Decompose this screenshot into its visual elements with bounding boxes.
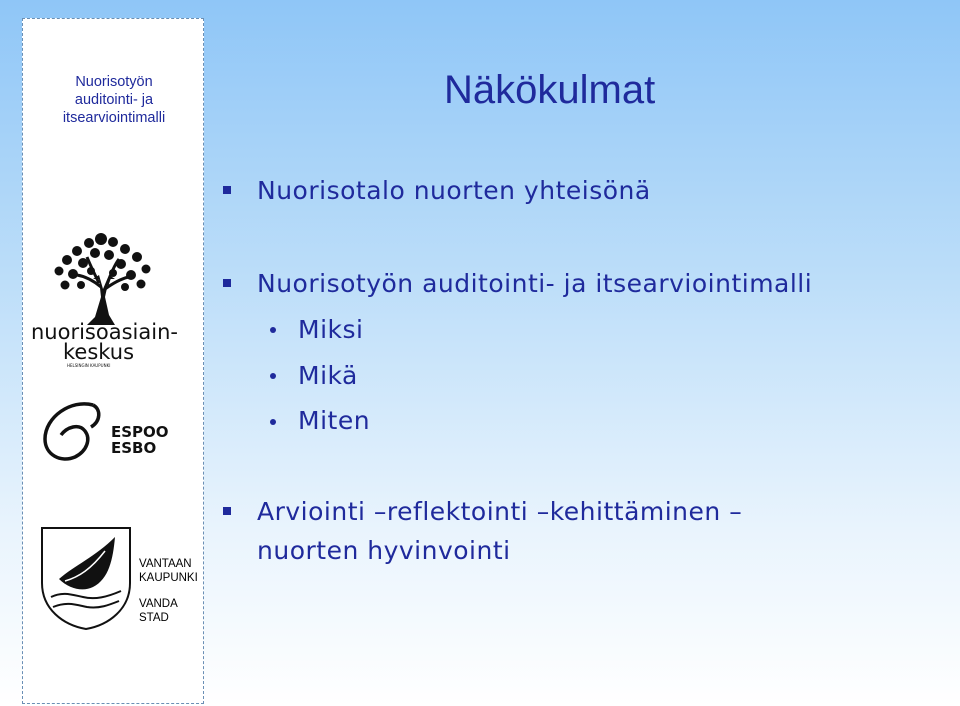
espoo-e-icon <box>41 399 181 465</box>
sub-bullet-text: Miten <box>298 406 371 435</box>
sidebar-panel <box>22 18 204 704</box>
espoo-logo <box>41 399 181 465</box>
logo-text: nuorisoasiain- <box>31 320 178 344</box>
bullet-text-continued: nuorten hyvinvointi <box>257 536 511 565</box>
vantaa-shield-icon <box>39 525 133 631</box>
kaupunki-text: KAUPUNKI <box>139 572 198 584</box>
espoo-text: ESPOO <box>111 423 169 441</box>
esbo-text: ESBO <box>111 439 157 457</box>
logo-text: keskus <box>63 340 135 364</box>
stad-text: STAD <box>139 612 169 624</box>
slide-title: Näkökulmat <box>444 68 656 112</box>
sidebar-title-line: Nuorisotyön <box>75 74 153 90</box>
square-bullet-icon <box>223 186 231 194</box>
vantaa-logo <box>39 525 205 635</box>
bullet-text: Arviointi –reflektointi –kehittäminen – <box>257 497 743 526</box>
dot-bullet-icon <box>270 373 276 379</box>
sidebar-title-line: itsearviointimalli <box>62 110 166 126</box>
sidebar-title-line: auditointi- ja <box>74 92 154 108</box>
logo-small-text: HELSINGIN KAUPUNKI <box>67 363 111 367</box>
bullet-text: Nuorisotyön auditointi- ja itsearviointimalli <box>257 269 813 298</box>
sub-bullet-text: Mikä <box>298 361 358 390</box>
square-bullet-icon <box>223 507 231 515</box>
dot-bullet-icon <box>270 327 276 333</box>
vanda-text: VANDA <box>139 598 178 610</box>
square-bullet-icon <box>223 279 231 287</box>
sub-bullet-text: Miksi <box>298 315 364 344</box>
dot-bullet-icon <box>270 419 276 425</box>
tree-icon <box>29 227 179 367</box>
vantaan-text: VANTAAN <box>139 558 192 570</box>
nuorisoasiainkeskus-logo <box>29 227 179 367</box>
sidebar-title <box>23 73 205 127</box>
bullet-text: Nuorisotalo nuorten yhteisönä <box>257 176 651 205</box>
